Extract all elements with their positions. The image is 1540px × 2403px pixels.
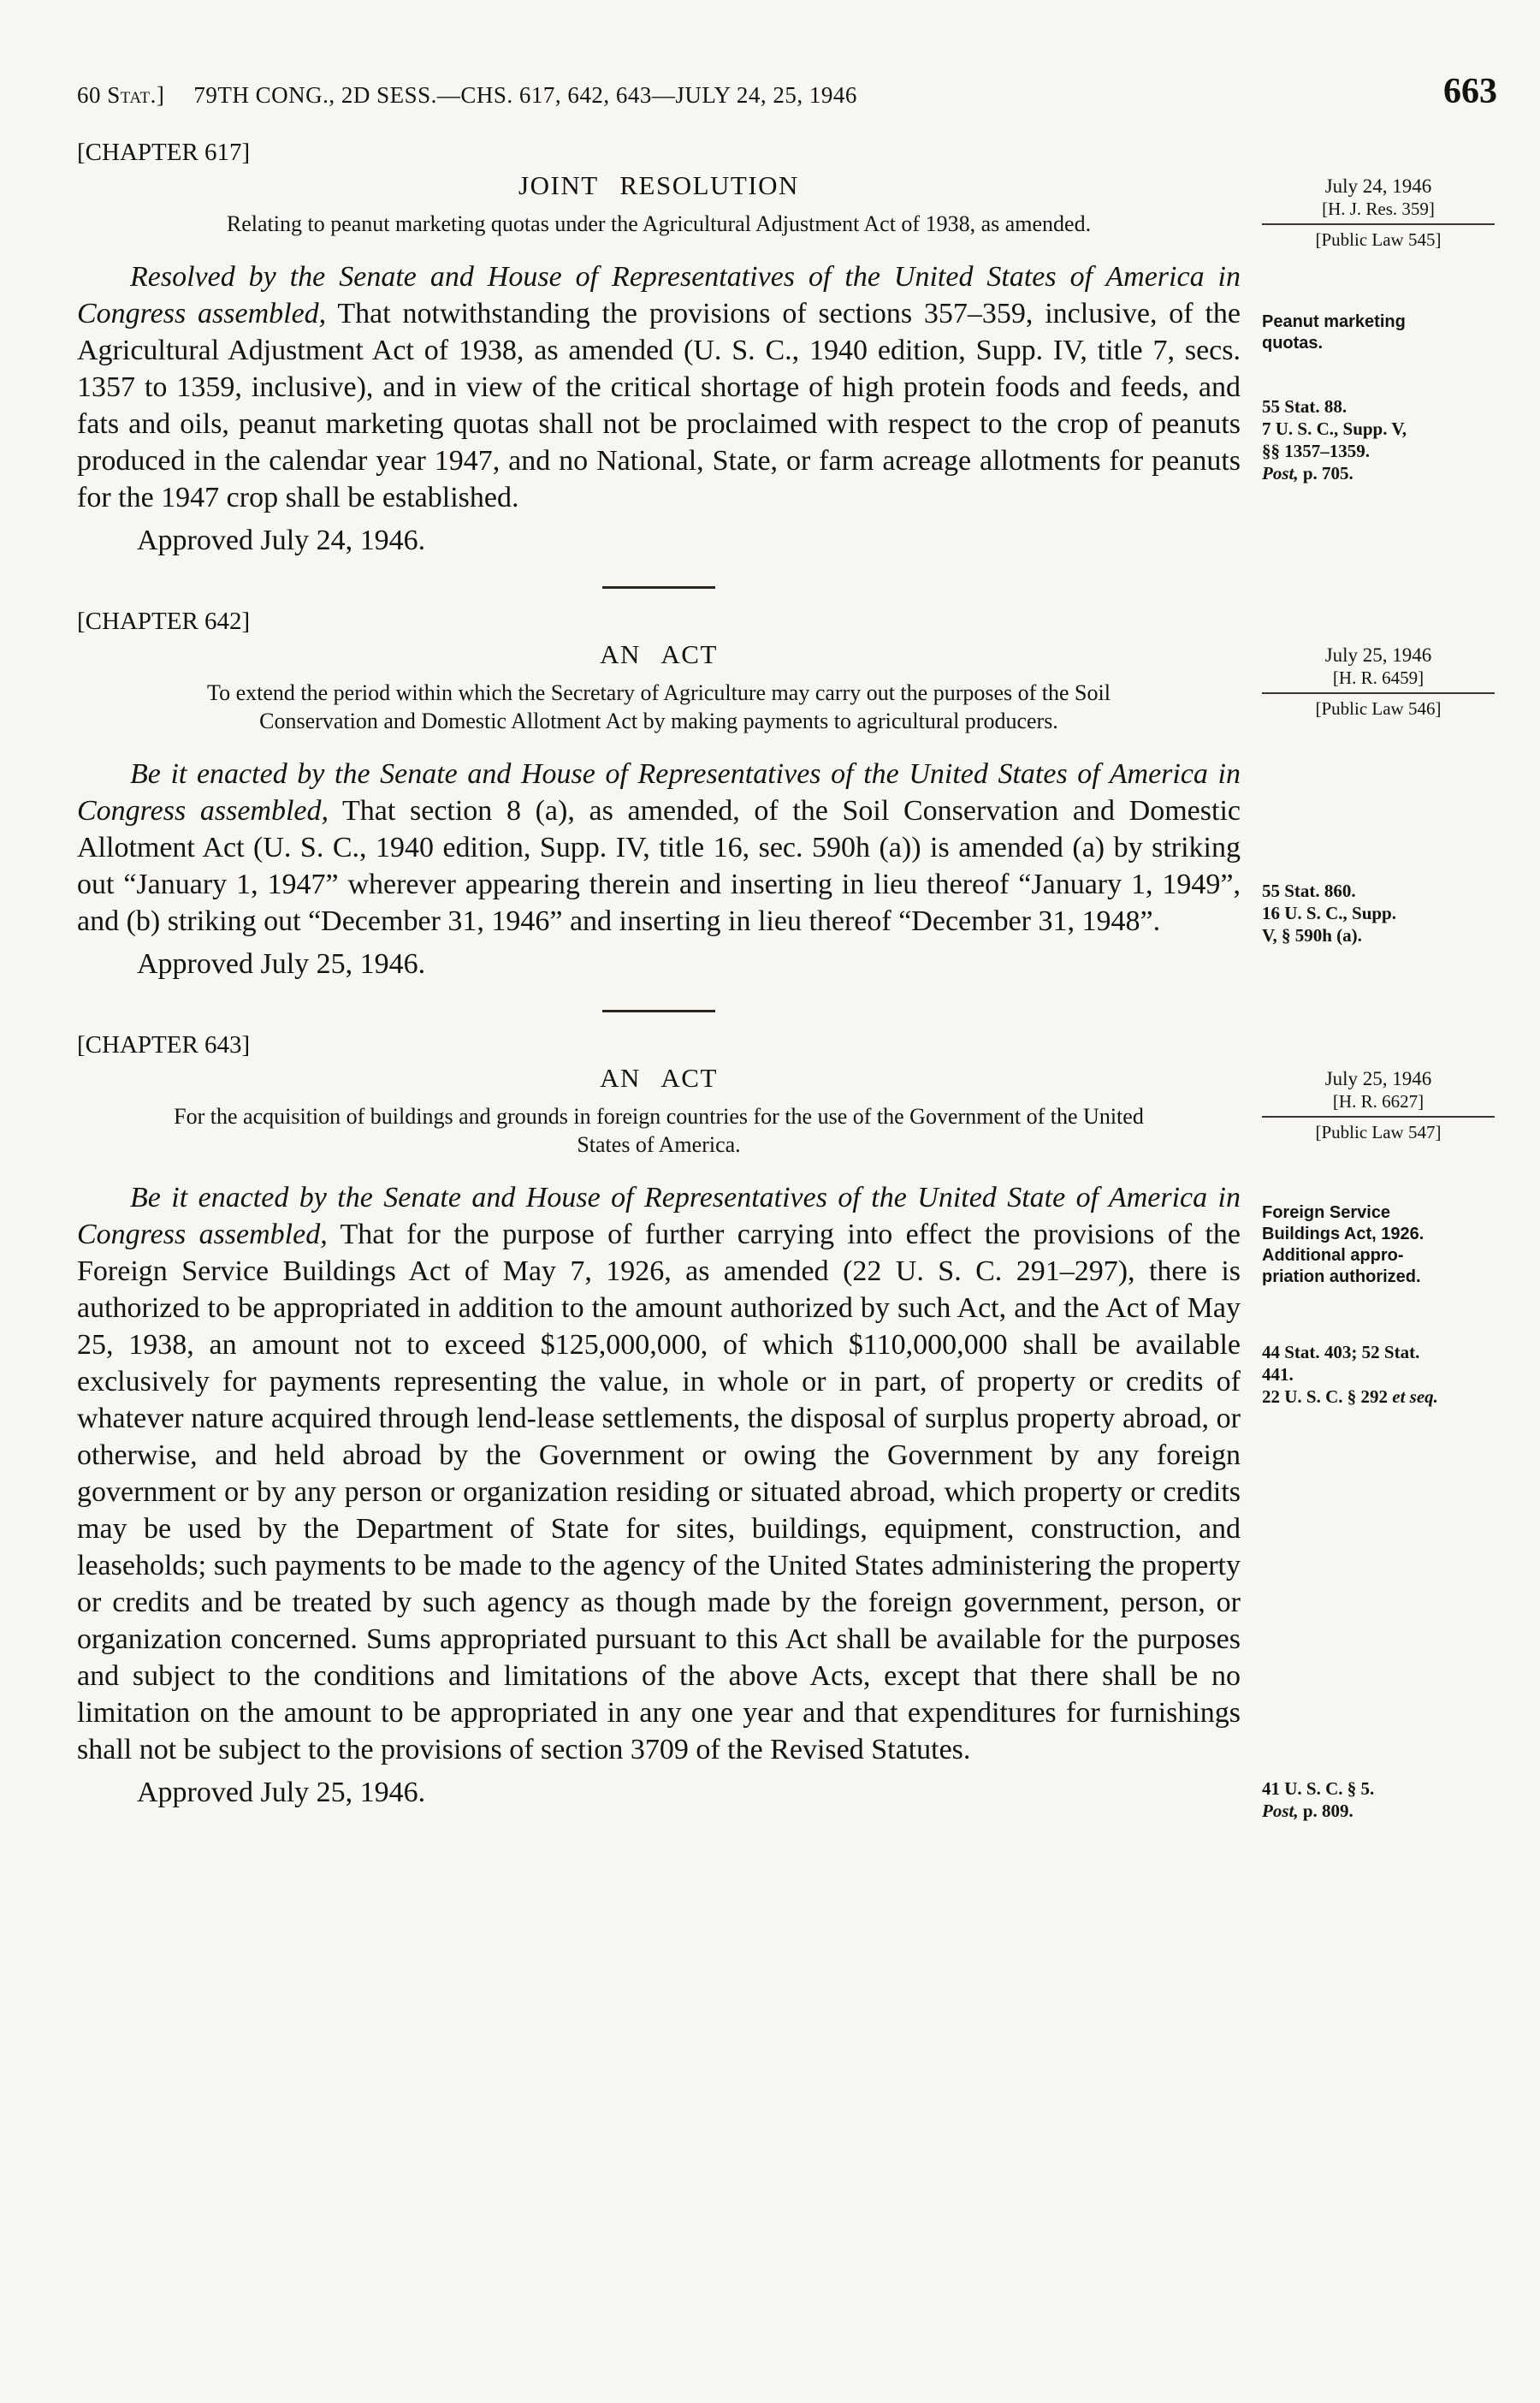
note-line: quotas.	[1262, 334, 1324, 353]
approved-line: Approved July 24, 1946.	[137, 525, 426, 556]
page-number: 663	[1443, 72, 1497, 111]
note-line: Peanut marketing	[1262, 312, 1406, 331]
note-line	[1262, 1800, 1491, 1822]
margin-law-block	[1262, 175, 1495, 252]
approved-line: Approved July 25, 1946.	[137, 1777, 426, 1808]
session-citation: 79TH CONG., 2D SESS.—CHS. 617, 642, 643—JULY 24, 25, 1946	[193, 82, 857, 108]
note-line: 441.	[1262, 1364, 1294, 1385]
margin-date: July 24, 1946	[1324, 175, 1432, 197]
note-line: §§ 1357–1359.	[1262, 441, 1370, 461]
chapter-617-main	[77, 139, 1241, 557]
margin-bill-number: [H. R. 6459]	[1262, 667, 1495, 694]
body-paragraph	[77, 258, 1241, 516]
margin-public-law: [Public Law 545]	[1315, 229, 1442, 250]
body-run: That for the purpose of further carrying into effect the provisions of the Foreign Service Buildings Act of May 7, 1926, as amended (22 U. S. C. 291–297), there is authorized to be appropriated in addition to the amount authorized by such Act, and the Act of May 25, 1938, an amount not to exceed $125,000,000, of which $110,000,000 shall be available exclusively for payments representing the value, in whole or in part, of property or credits of whatever nature acquired through lend-lease settlements, the disposal of surplus property abroad, or otherwise, and held abroad by the Government or owing the Government by any foreign government or by any person or organization residing or situated abroad, which property or credits may be used by the Department of State for sites, buildings, equipment, construction, and leaseholds; such payments to be made to the agency of the United States administering the property or credits and be treated by such agency as though made by the foreign government, person, or organization concerned. Sums appropriated pursuant to this Act shall be available for the purposes and subject to the conditions and limitations of the above Acts, except that there shall be no limitation on the amount to be appropriated in any one year and that expenditures for furnishings shall not be subject to the provisions of section 3709 of the Revised Statutes.	[77, 1219, 1241, 1765]
side-note-topic	[1262, 312, 1491, 354]
body-run: That notwithstanding the provisions of sections 357–359, inclusive, of the Agricultural Adjustment Act of 1938, as amended (U. S. C., 1940 edition, Supp. IV, title 7, secs. 1357 to 1359, inclusive), and in view of the critical shortage of high protein foods and feeds, and fats and oils, peanut marketing quotas shall not be proclaimed with respect to the crop of peanuts produced in the calendar year 1947, and no National, State, or farm acreage allotments for peanuts for the 1947 crop shall be established.	[77, 298, 1241, 513]
chapter-643-main	[77, 1031, 1241, 1809]
note-line: Additional appro-	[1262, 1246, 1404, 1265]
et-seq: et seq.	[1392, 1386, 1438, 1407]
side-note-citation	[1262, 880, 1491, 946]
note-line: 7 U. S. C., Supp. V,	[1262, 418, 1407, 439]
side-note-citation	[1262, 1777, 1491, 1822]
body-paragraph	[77, 756, 1241, 940]
note-line	[1262, 462, 1491, 484]
chapter-label: [CHAPTER 643]	[77, 1031, 251, 1059]
act-heading: JOINT RESOLUTION	[518, 170, 799, 200]
usc-reference: 22 U. S. C. § 292	[1262, 1386, 1393, 1407]
act-subtitle: To extend the period within which the Secretary of Agriculture may carry out the purposes of the Soil Conservation and Domestic Allotment Act by making payments to agricultural producers.	[207, 680, 1111, 733]
note-line	[1262, 1385, 1491, 1408]
margin-law-block	[1262, 1067, 1495, 1144]
note-line: 44 Stat. 403; 52 Stat.	[1262, 1342, 1420, 1362]
note-line: priation authorized.	[1262, 1267, 1421, 1286]
chapter-642-main	[77, 608, 1241, 981]
section-divider	[602, 586, 715, 589]
chapter-643-section	[77, 1031, 1497, 1821]
act-heading: AN ACT	[600, 639, 718, 669]
margin-public-law: [Public Law 547]	[1315, 1122, 1442, 1142]
approved-line: Approved July 25, 1946.	[137, 948, 426, 980]
act-subtitle: For the acquisition of buildings and grounds in foreign countries for the use of the Government of the United States of America.	[174, 1104, 1144, 1157]
post-page: p. 809.	[1298, 1801, 1353, 1821]
note-line: V, § 590h (a).	[1262, 925, 1362, 946]
note-line: Foreign Service	[1262, 1203, 1391, 1222]
body-run: That section 8 (a), as amended, of the Soil Conservation and Domestic Allotment Act (U. S. C., 1940 edition, Supp. IV, title 16, sec. 590h (a)) is amended (a) by striking out “January 1, 1947” wherever appearing therein and inserting in lieu thereof “January 1, 1949”, and (b) striking out “December 31, 1946” and inserting in lieu thereof “December 31, 1948”.	[77, 795, 1241, 937]
chapter-617-section	[77, 139, 1497, 557]
post-page: p. 705.	[1298, 463, 1353, 484]
post-reference: Post,	[1262, 1801, 1299, 1821]
margin-public-law: [Public Law 546]	[1315, 698, 1442, 719]
post-reference: Post,	[1262, 463, 1299, 484]
chapter-label: [CHAPTER 617]	[77, 139, 251, 166]
volume-citation: 60 Stat.]	[77, 82, 165, 108]
enacting-clause: Be it enacted by the Senate and House of Representatives of the United State of America in Congress assembled,	[77, 1182, 1241, 1250]
note-line: 41 U. S. C. § 5.	[1262, 1778, 1375, 1799]
body-paragraph	[77, 1179, 1241, 1768]
act-heading: AN ACT	[600, 1063, 718, 1093]
note-line: 55 Stat. 88.	[1262, 396, 1348, 417]
chapter-label: [CHAPTER 642]	[77, 608, 251, 635]
margin-date: July 25, 1946	[1324, 644, 1432, 666]
enacting-clause: Be it enacted by the Senate and House of Representatives of the United States of America in Congress assembled,	[77, 758, 1241, 827]
note-line: Buildings Act, 1926.	[1262, 1225, 1424, 1243]
section-divider	[602, 1010, 715, 1012]
act-subtitle: Relating to peanut marketing quotas under the Agricultural Adjustment Act of 1938, as amended.	[226, 211, 1092, 236]
side-note-topic	[1262, 1202, 1491, 1288]
note-line: 55 Stat. 860.	[1262, 881, 1356, 901]
margin-bill-number: [H. J. Res. 359]	[1262, 198, 1495, 225]
chapter-642-section	[77, 608, 1497, 981]
page-header	[77, 74, 1497, 110]
enacting-clause: Resolved by the Senate and House of Representatives of the United States of America in Congress assembled,	[77, 261, 1241, 329]
running-head	[77, 82, 857, 109]
side-note-citation	[1262, 395, 1491, 484]
note-line: 16 U. S. C., Supp.	[1262, 903, 1396, 923]
side-note-citation	[1262, 1341, 1491, 1408]
margin-law-block	[1262, 644, 1495, 721]
margin-date: July 25, 1946	[1324, 1068, 1432, 1089]
margin-bill-number: [H. R. 6627]	[1262, 1090, 1495, 1118]
